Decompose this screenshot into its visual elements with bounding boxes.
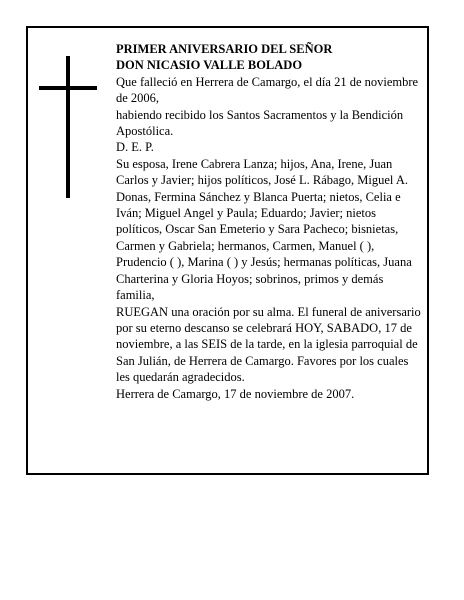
rip-text: D. E. P. (116, 140, 154, 155)
notice-title-line-2: DON NICASIO VALLE BOLADO (116, 58, 303, 73)
cross-icon (39, 56, 97, 198)
notice-text (116, 41, 422, 402)
cross-vertical-bar (66, 56, 70, 198)
cross-horizontal-bar (39, 86, 97, 90)
place-date: Herrera de Camargo, 17 de noviembre de 2007. (116, 386, 355, 401)
death-details: Que falleció en Herrera de Camargo, el día 21 de noviembre de 2006, (116, 74, 419, 106)
obituary-notice (26, 26, 429, 475)
funeral-request: RUEGAN una oración por su alma. El funeral de aniversario por su eterno descanso se celebrará HOY, SABADO, 17 de noviembre, a las SEIS de la tarde, en la iglesia parroquial de San Julián, de Herrera de Camargo. Favores por los cuales les quedarán agradecidos. (116, 304, 421, 385)
sacraments-text: habiendo recibido los Santos Sacramentos y la Bendición Apostólica. (116, 107, 404, 139)
family-list: Su esposa, Irene Cabrera Lanza; hijos, Ana, Irene, Juan Carlos y Javier; hijos políticos, José L. Rábago, Miguel A. Donas, Fermina Sánchez y Blanca Puerta; nietos, Celia e Iván; Miguel Angel y Paula; Eduardo; Javier; nietos políticos, Oscar San Emeterio y Sara Pacheco; bisnietas, Carmen y Gabriela; hermanos, Carmen, Manuel ( ), Prudencio ( ), Marina ( ) y Jesús; hermanas políticas, Juana Charterina y Gloria Hoyos; sobrinos, primos y demás familia, (116, 156, 412, 303)
notice-title-line-1: PRIMER ANIVERSARIO DEL SEÑOR (116, 42, 333, 56)
